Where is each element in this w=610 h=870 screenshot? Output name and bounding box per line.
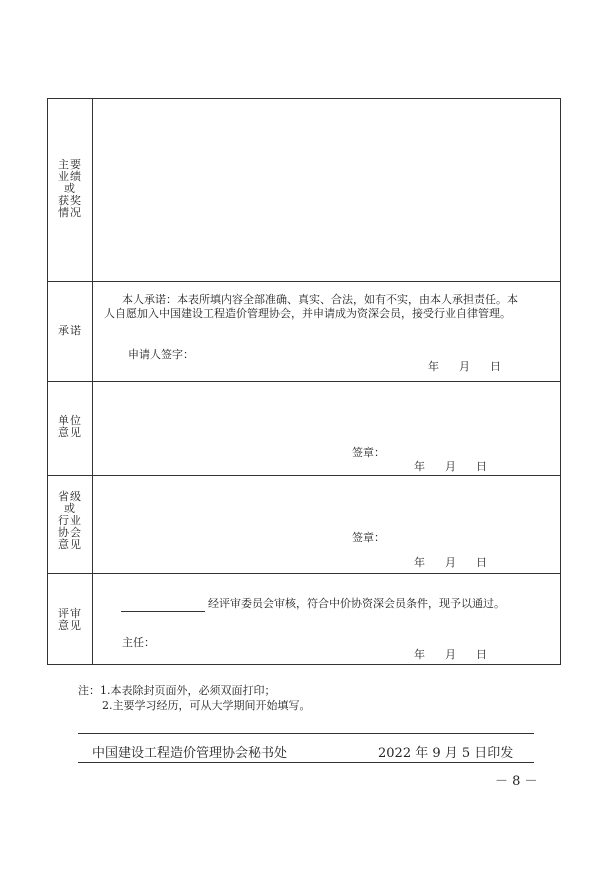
date-month: 月: [459, 360, 470, 373]
pledge-text-line1: 本人承诺：本表所填内容全部准确、真实、合法，如有不实，由本人承担责任。本: [122, 293, 518, 306]
date-month: 月: [445, 460, 456, 473]
achievements-field[interactable]: [93, 99, 560, 281]
footer-bottom-rule: [78, 762, 534, 763]
date-month: 月: [445, 556, 456, 569]
form-notes: [78, 683, 311, 713]
provincial-opinion-field[interactable]: [93, 476, 560, 528]
application-form-table: [47, 98, 561, 665]
achievements-label: 主要 业绩 或 获奖 情况: [58, 158, 82, 219]
date-day: 日: [490, 360, 501, 373]
unit-opinion-date: [414, 461, 507, 473]
pledge-text-line2: 人自愿加入中国建设工程造价管理协会，并申请成为资深会员，接受行业自律管理。: [104, 307, 511, 320]
director-label: 主任：: [122, 636, 155, 649]
footer-issue-date: 2022 年 9 月 5 日印发: [378, 746, 514, 761]
unit-opinion-field[interactable]: [93, 382, 560, 442]
pledge-label: 承诺: [58, 324, 82, 337]
review-opinion-label: 评审 意见: [58, 607, 82, 632]
row-divider: [48, 573, 560, 574]
date-year: 年: [414, 460, 425, 473]
footer-top-rule: [78, 733, 534, 734]
row-divider: [48, 281, 560, 282]
date-year: 年: [428, 360, 439, 373]
date-year: 年: [414, 648, 425, 661]
date-month: 月: [445, 648, 456, 661]
provincial-seal-label: 签章：: [352, 531, 385, 544]
date-year: 年: [414, 556, 425, 569]
pledge-date: [428, 361, 521, 373]
unit-seal-label: 签章：: [352, 446, 385, 459]
applicant-signature-field[interactable]: [198, 345, 398, 363]
applicant-signature-label: 申请人签字：: [128, 348, 194, 361]
review-committee-blank[interactable]: [121, 611, 205, 612]
note-line-1: 注：1.本表除封页面外，必须双面打印；: [78, 684, 276, 697]
footer-issuer: 中国建设工程造价管理协会秘书处: [92, 746, 288, 761]
unit-opinion-label: 单位 意见: [58, 414, 82, 439]
review-statement: 经评审委员会审核，符合中价协资深会员条件，现予以通过。: [208, 597, 505, 610]
provincial-opinion-label: 省级 或 行业 协会 意见: [58, 490, 82, 551]
provincial-opinion-date: [414, 557, 507, 569]
note-line-2: 2.主要学习经历，可从大学期间开始填写。: [102, 699, 311, 712]
date-day: 日: [476, 460, 487, 473]
date-day: 日: [476, 648, 487, 661]
director-signature-field[interactable]: [158, 633, 358, 651]
date-day: 日: [476, 556, 487, 569]
page-number: － 8 －: [495, 774, 538, 789]
review-opinion-date: [414, 649, 507, 661]
